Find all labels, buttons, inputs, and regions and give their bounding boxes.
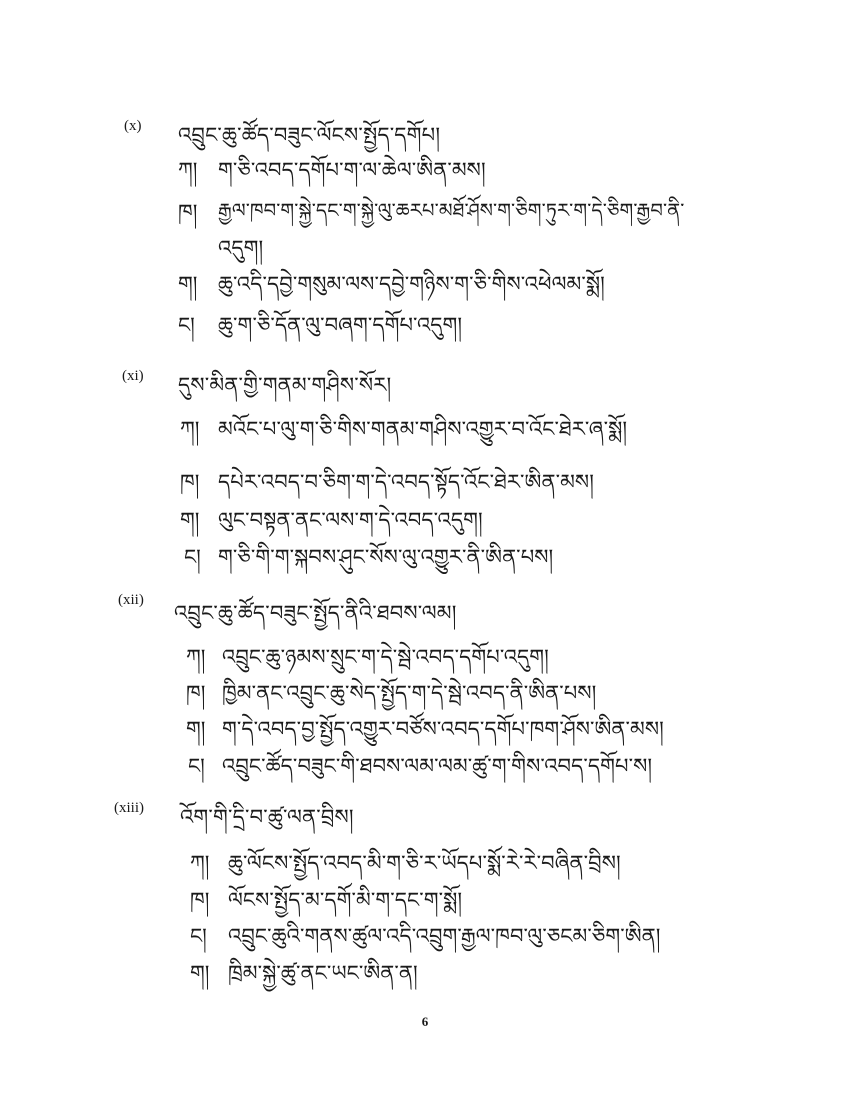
option-text: ཆུ་ག་ཅི་དོན་ལུ་བཞག་དགོཔ་འདུག། xyxy=(218,313,463,337)
option-mark: ག། xyxy=(180,508,200,532)
option-mark: ཁ། xyxy=(190,888,210,912)
option-text: ཆུ་འདི་དབྱེ་གསུམ་ལས་དབྱེ་གཉིས་ག་ཅི་གིས་འཕེལམ་སྨོ། xyxy=(218,272,605,296)
option-mark: ཀ། xyxy=(190,851,210,875)
option-text: མའོང་པ་ལུ་ག་ཅི་གིས་གནམ་གཤིས་འགྱུར་བ་འོང་ཐེར་ཞ་སྨོ། xyxy=(218,417,628,441)
option-text: ག་དེ་འབད་བྱ་སྤྱོད་འགྱུར་བཙོས་འབད་དགོཔ་ཁག་ཤོས་ཨིན་མས། xyxy=(222,717,664,741)
option-text: དཔེར་འབད་བ་ཅིག་ག་དེ་འབད་སྟོད་འོང་ཐེར་ཨིན་མས། xyxy=(218,470,594,494)
page-number: 6 xyxy=(421,1014,429,1029)
question-text: འོག་གི་དྲི་བ་ཚུ་ལན་བྲིས། xyxy=(180,805,354,829)
option-text: ཁྲིམ་སྐྱེ་ཚུ་ནང་ཡང་ཨིན་ན། xyxy=(228,961,418,985)
question-text: དུས་མིན་གྱི་གནམ་གཤིས་སོར། xyxy=(178,373,392,397)
option-mark: ང། xyxy=(178,313,195,337)
option-text: ཁྱིམ་ནང་འབྲུང་ཆུ་སེད་སྤྱོད་ག་དེ་སྦེ་འབད་ནི་ཨིན་པས། xyxy=(222,681,597,705)
question-text: འབྲུང་ཆུ་ཚོད་བཟུང་ལོངས་སྤྱོད་དགོཔ། xyxy=(178,123,441,147)
question-number: (xiii) xyxy=(114,800,144,816)
option-text: འབྲུང་ཚོད་བཟུང་གི་ཐབས་ལམ་ལམ་ཚུ་ག་གིས་འབད་དགོཔ་ས། xyxy=(222,754,653,778)
option-mark: ང། xyxy=(190,924,207,948)
option-text: ག་ཅི་གི་ག་སྐབས་ཤུང་སོས་ལུ་འགྱུར་ནི་ཨིན་པས། xyxy=(218,545,554,569)
option-text: རྒྱལ་ཁབ་ག་སྐྱེ་དང་ག་སྐྱེ་ལུ་ཆརཔ་མཐོ་ཤོས་ག་ཅིག་ཏུར་ག་དེ་ཅིག་རྒྱབ་ནི་ xyxy=(218,199,685,222)
option-mark: ཁ། xyxy=(178,200,198,224)
question-number: (xii) xyxy=(118,592,144,608)
option-mark: ག། xyxy=(186,717,206,741)
option-mark: ཀ། xyxy=(186,645,206,669)
option-text: འབྲུང་ཆུའི་གནས་ཚུལ་འདི་འབྲུག་རྒྱལ་ཁབ་ལུ་ཅངམ་ཅིག་ཨིན། xyxy=(228,924,661,948)
option-mark: ཀ། xyxy=(180,417,200,441)
option-mark: ཁ། xyxy=(186,681,206,705)
option-mark: ག། xyxy=(190,961,210,985)
option-mark: ང། xyxy=(184,545,201,569)
option-text: ལོངས་སྤྱོད་མ་དགོ་མི་ག་དང་ག་སྨོ། xyxy=(228,888,463,912)
option-mark: ག། xyxy=(178,272,198,296)
option-mark: ང། xyxy=(188,754,205,778)
option-text: ག་ཅི་འབད་དགོཔ་ག་ལ་ཆེལ་ཨིན་མས། xyxy=(218,158,486,182)
option-mark: ཀ། xyxy=(178,158,198,182)
question-number: (x) xyxy=(124,118,142,134)
option-mark: ཁ། xyxy=(180,470,200,494)
question-number: (xi) xyxy=(122,368,144,384)
option-text-continued: འདུག། xyxy=(218,236,264,260)
question-text: འབྲུང་ཆུ་ཚོད་བཟུང་སྤྱོད་ནིའི་ཐབས་ལམ། xyxy=(174,601,457,625)
option-text: ལུང་བསྟན་ནང་ལས་ག་དེ་འབད་འདུག། xyxy=(218,508,483,532)
option-text: འབྲུང་ཆུ་ཉམས་སྲུང་ག་དེ་སྦེ་འབད་དགོཔ་འདུག། xyxy=(222,645,549,669)
option-text: ཆུ་ལོངས་སྤྱོད་འབད་མི་ག་ཅི་ར་ཡོདཔ་སྨོ་རེ་རེ་བཞིན་བྲིས། xyxy=(228,851,621,875)
